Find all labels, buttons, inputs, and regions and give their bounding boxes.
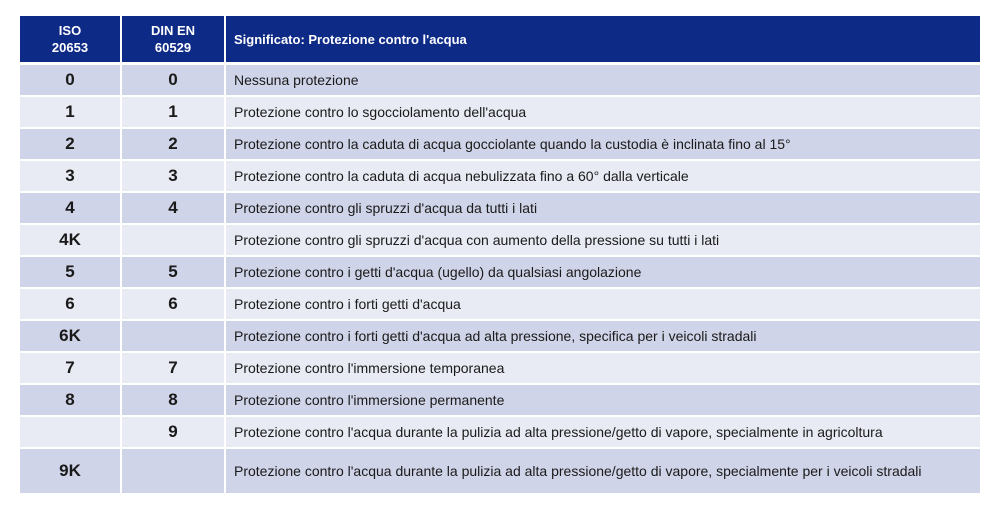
table-row [20,225,980,257]
din-cell [122,225,226,257]
iso-cell: 3 [20,161,122,193]
iso-cell: 6K [20,321,122,353]
meaning-cell: Protezione contro la caduta di acqua nebulizzata fino a 60° dalla verticale [226,161,980,193]
table-row [20,321,980,353]
table-row [20,193,980,225]
din-cell: 2 [122,129,226,161]
table-row [20,449,980,495]
table-row [20,385,980,417]
iso-cell: 4K [20,225,122,257]
meaning-cell: Protezione contro i forti getti d'acqua [226,289,980,321]
header-din [122,16,226,65]
table-row [20,257,980,289]
meaning-cell: Protezione contro gli spruzzi d'acqua con aumento della pressione su tutti i lati [226,225,980,257]
header-iso [20,16,122,65]
iso-cell: 8 [20,385,122,417]
header-iso-label: ISO 20653 [51,23,89,55]
iso-cell: 2 [20,129,122,161]
din-cell: 3 [122,161,226,193]
din-cell: 6 [122,289,226,321]
header-din-label: DIN EN 60529 [150,23,196,55]
table-row [20,353,980,385]
meaning-cell: Protezione contro l'immersione permanente [226,385,980,417]
table-row [20,289,980,321]
din-cell: 1 [122,97,226,129]
meaning-cell: Protezione contro gli spruzzi d'acqua da tutti i lati [226,193,980,225]
din-cell: 9 [122,417,226,449]
din-cell: 5 [122,257,226,289]
din-cell [122,449,226,495]
table-row [20,129,980,161]
iso-cell: 1 [20,97,122,129]
din-cell: 4 [122,193,226,225]
iso-cell: 5 [20,257,122,289]
din-cell: 8 [122,385,226,417]
table-row [20,65,980,97]
iso-cell: 9K [20,449,122,495]
meaning-cell: Nessuna protezione [226,65,980,97]
table-header-row [20,16,980,65]
iso-cell: 6 [20,289,122,321]
din-cell: 7 [122,353,226,385]
meaning-cell: Protezione contro l'acqua durante la pulizia ad alta pressione/getto di vapore, specialmente per i veicoli stradali [226,449,980,495]
meaning-cell: Protezione contro i getti d'acqua (ugello) da qualsiasi angolazione [226,257,980,289]
meaning-cell: Protezione contro i forti getti d'acqua ad alta pressione, specifica per i veicoli stradali [226,321,980,353]
meaning-cell: Protezione contro lo sgocciolamento dell'acqua [226,97,980,129]
din-cell: 0 [122,65,226,97]
header-meaning [226,16,980,65]
protection-table-container [20,16,980,495]
meaning-cell: Protezione contro l'acqua durante la pulizia ad alta pressione/getto di vapore, specialmente in agricoltura [226,417,980,449]
iso-cell: 4 [20,193,122,225]
table-row [20,161,980,193]
water-protection-table [20,16,980,495]
meaning-cell: Protezione contro la caduta di acqua gocciolante quando la custodia è inclinata fino al 15° [226,129,980,161]
iso-cell: 7 [20,353,122,385]
header-meaning-label: Significato: Protezione contro l'acqua [234,31,467,47]
table-row [20,97,980,129]
iso-cell: 0 [20,65,122,97]
meaning-cell: Protezione contro l'immersione temporanea [226,353,980,385]
table-row [20,417,980,449]
iso-cell [20,417,122,449]
din-cell [122,321,226,353]
